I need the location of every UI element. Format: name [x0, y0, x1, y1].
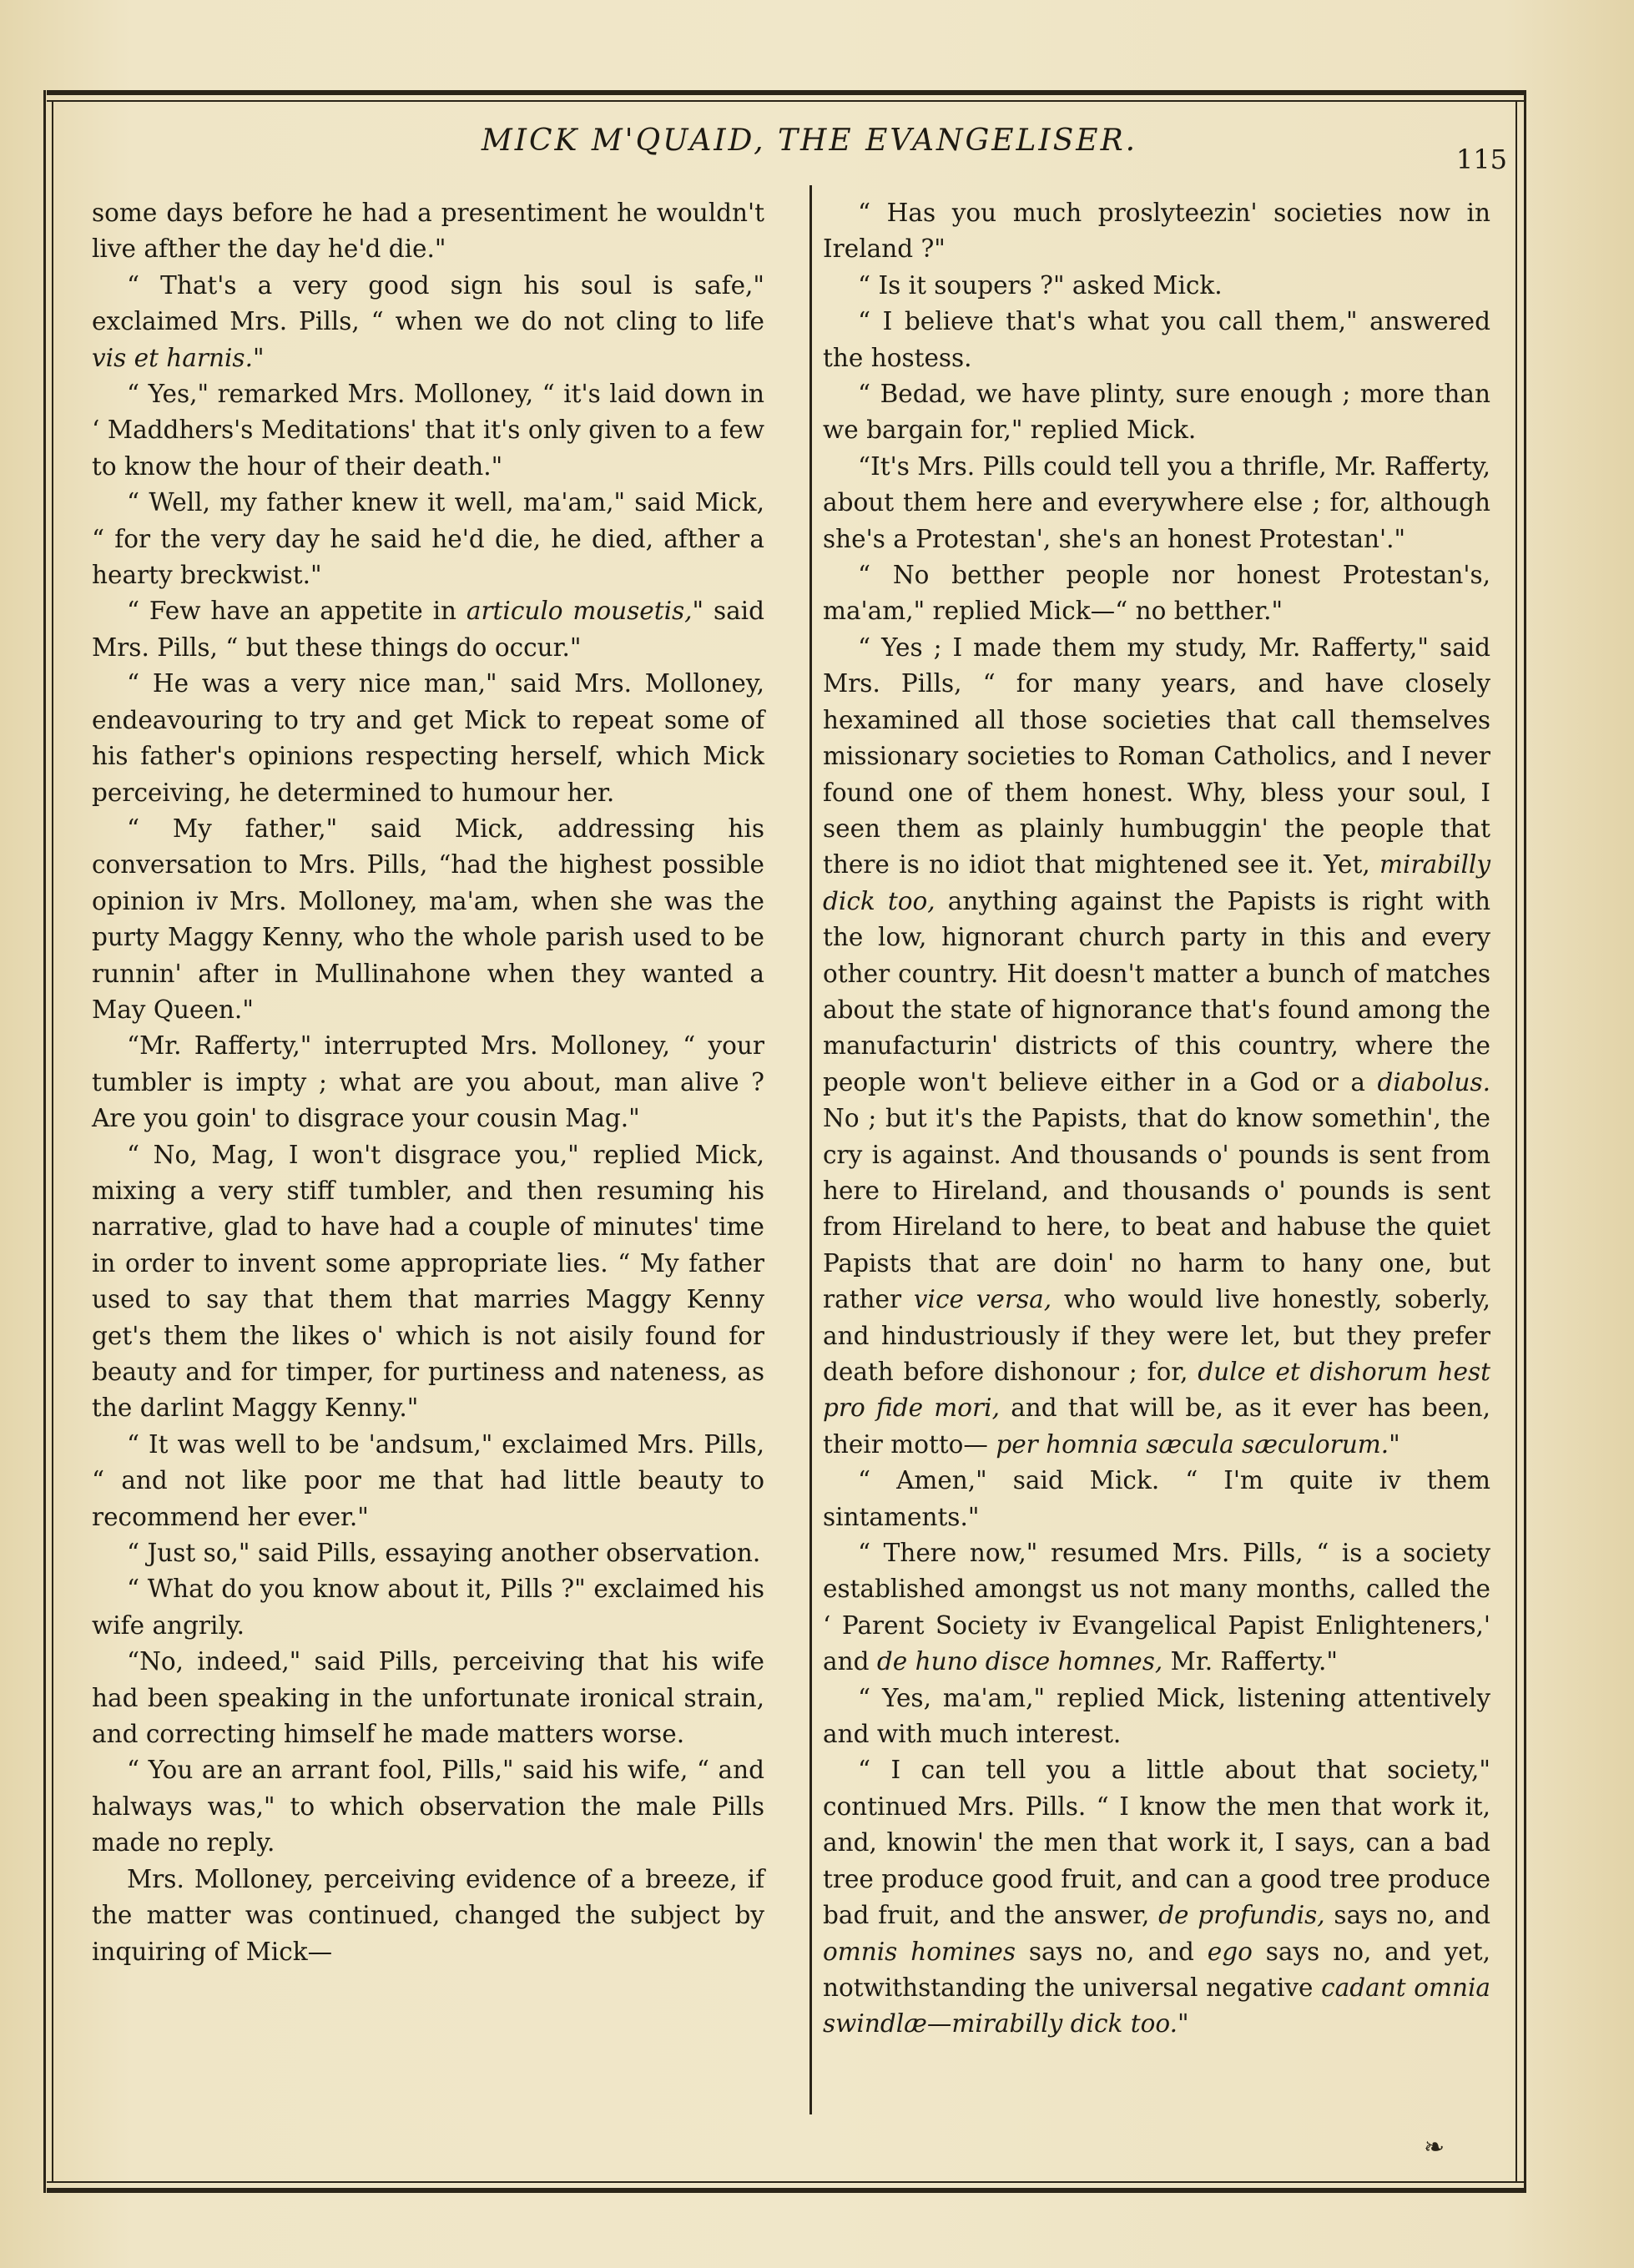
paragraph: [92, 485, 764, 593]
paragraph: [823, 1535, 1490, 1681]
paragraph: [92, 1535, 764, 1571]
text-run: “It's Mrs. Pills could tell you a thrifle, Mr. Rafferty, about them here and everywhere else ; for, although she's a Protestan', she's an honest Protestan'.": [823, 451, 1490, 553]
frame-rule: [47, 2188, 1524, 2193]
paragraph: [823, 557, 1490, 630]
paragraph: [823, 268, 1490, 304]
text-run: anything against the Papists is right with the low, hignorant church party in this and every other country. Hit doesn't matter a bunch of matches about the state of hignorance that's found among the manufacturin' districts of this country, where the people won't believe either in a God or a: [823, 886, 1490, 1096]
italic-phrase: de huno disce homnes,: [876, 1647, 1163, 1676]
italic-phrase: dulce et dishorum hest pro fide mori,: [823, 1358, 1490, 1423]
text-run: ": [252, 343, 265, 372]
left-column: [92, 195, 764, 1970]
text-run: “ I believe that's what you call them," answered the hostess.: [823, 307, 1490, 372]
text-run: Mr. Rafferty.": [1162, 1647, 1338, 1676]
paragraph: [92, 1862, 764, 1970]
column-divider: [809, 185, 812, 2114]
paragraph: [92, 593, 764, 666]
italic-phrase: articulo mousetis,: [466, 597, 693, 626]
italic-phrase: vis et harnis.: [92, 343, 253, 372]
paragraph: [823, 195, 1490, 268]
paragraph: [92, 1571, 764, 1644]
paragraph: [823, 1463, 1490, 1535]
right-column: [823, 195, 1490, 2043]
text-run: “ That's a very good sign his soul is safe," exclaimed Mrs. Pills, “ when we do not cling to life: [92, 270, 764, 336]
text-run: “ What do you know about it, Pills ?" exclaimed his wife angrily.: [92, 1575, 764, 1640]
ornament-icon: ❧: [1424, 2133, 1445, 2162]
text-run: who would live honestly, soberly, and hindustriously if they were let, but they prefer death before dishonour ; for,: [823, 1285, 1490, 1386]
frame-rule: [47, 100, 1524, 102]
frame-rule: [47, 90, 1524, 95]
frame-rule: [43, 90, 46, 2193]
italic-phrase: per homnia sæcula sæculorum.": [996, 1429, 1400, 1459]
paragraph: [92, 376, 764, 485]
text-run: “ Few have an appetite in: [127, 597, 466, 626]
text-run: “ Amen," said Mick. “ I'm quite iv them sintaments.": [823, 1466, 1490, 1531]
text-run: “ Well, my father knew it well, ma'am," said Mick, “ for the very day he said he'd die, he died, afther a hearty breckwist.": [92, 488, 764, 590]
text-run: “ There now," resumed Mrs. Pills, “ is a society established amongst us not many months, called the ‘ Parent Society iv Evangelical Papist Enlighteners,' and: [823, 1539, 1490, 1676]
paragraph: [823, 449, 1490, 557]
text-run: “No, indeed," said Pills, perceiving that his wife had been speaking in the unfortunate ironical strain, and correcting himself he made matters worse.: [92, 1647, 764, 1749]
paragraph: [92, 1644, 764, 1752]
text-run: says no, and: [1324, 1901, 1491, 1930]
text-run: " said Mrs. Pills, “ but these things do occur.": [92, 597, 765, 662]
text-run: “ Bedad, we have plinty, sure enough ; more than we bargain for," replied Mick.: [823, 380, 1490, 445]
italic-phrase: diabolus.: [1377, 1067, 1490, 1096]
italic-phrase: mirabilly dick too,: [823, 850, 1490, 915]
text-run: “ Just so," said Pills, essaying another observation.: [127, 1539, 761, 1568]
italic-phrase: de profundis,: [1158, 1901, 1325, 1930]
paragraph: [92, 1028, 764, 1137]
text-run: No ; but it's the Papists, that do know somethin', the cry is against. And thousands o' pounds is sent from here to Hireland, and thousands o' pounds is sent from Hireland to here, to beat and habuse the quiet Papists that are doin' no harm to hany one, but rather: [823, 1104, 1490, 1314]
paragraph: [823, 376, 1490, 449]
text-run: “ No betther people nor honest Protestan's, ma'am," replied Mick—“ no betther.": [823, 561, 1490, 626]
running-title: MICK M'QUAID, THE EVANGELISER.: [481, 123, 1138, 158]
text-run: says no, and: [1015, 1937, 1208, 1966]
text-run: “ He was a very nice man," said Mrs. Molloney, endeavouring to try and get Mick to repeat some of his father's opinions respecting herself, which Mick perceiving, he determined to humour her.: [92, 669, 764, 807]
paragraph: [823, 630, 1490, 1463]
frame-rule: [1515, 102, 1517, 2183]
text-run: “ Has you much proslyteezin' societies now in Ireland ?": [823, 199, 1490, 264]
paragraph: [823, 1752, 1490, 2042]
text-run: “ No, Mag, I won't disgrace you," replied Mick, mixing a very stiff tumbler, and then resuming his narrative, glad to have had a couple of minutes' time in order to invent some appropriate lies. “ My father used to say that them that marries Maggy Kenny get's them the likes o' which is not aisily found for beauty and for timper, for purtiness and nateness, as the darlint Maggy Kenny.": [92, 1140, 764, 1423]
text-run: “ Yes, ma'am," replied Mick, listening attentively and with much interest.: [823, 1683, 1490, 1749]
paragraph: [823, 1681, 1490, 1753]
paragraph: [92, 811, 764, 1028]
text-run: says no, and yet, notwithstanding the universal negative: [823, 1937, 1490, 2002]
paragraph: [823, 304, 1490, 376]
italic-phrase: omnis homines: [823, 1937, 1016, 1966]
text-run: “ My father," said Mick, addressing his conversation to Mrs. Pills, “had the highest possible opinion iv Mrs. Molloney, ma'am, when she was the purty Maggy Kenny, who the whole parish used to be runnin' after in Mullinahone when they wanted a May Queen.": [92, 814, 764, 1024]
paragraph: [92, 1427, 764, 1535]
paragraph: [92, 666, 764, 811]
frame-rule: [47, 2181, 1524, 2183]
italic-phrase: ego: [1207, 1937, 1253, 1966]
text-run: Mrs. Molloney, perceiving evidence of a breeze, if the matter was continued, changed the subject by inquiring of Mick—: [92, 1864, 764, 1966]
text-run: “ You are an arrant fool, Pills," said his wife, “ and halways was," to which observation the male Pills made no reply.: [92, 1756, 764, 1857]
frame-rule: [52, 102, 53, 2183]
text-run: “ Yes," remarked Mrs. Molloney, “ it's laid down in ‘ Maddhers's Meditations' that it's only given to a few to know the hour of their death.": [92, 380, 764, 481]
italic-phrase: vice versa,: [913, 1285, 1052, 1314]
text-run: and that will be, as it ever has been, their motto—: [823, 1394, 1490, 1459]
paragraph: [92, 1752, 764, 1861]
paragraph: [92, 1137, 764, 1427]
paragraph: [92, 195, 764, 268]
text-run: “ Is it soupers ?" asked Mick.: [858, 270, 1223, 300]
frame-rule: [1524, 90, 1526, 2193]
text-run: “ I can tell you a little about that society," continued Mrs. Pills. “ I know the men that work it, and, knowin' the men that work it, I says, can a bad tree produce good fruit, and can a good tree produce bad fruit, and the answer,: [823, 1756, 1490, 1930]
paragraph: [92, 268, 764, 376]
text-run: “ Yes ; I made them my study, Mr. Rafferty," said Mrs. Pills, “ for many years, and have closely hexamined all those societies that call themselves missionary societies to Roman Catholics, and I never found one of them honest. Why, bless your soul, I seen them as plainly humbuggin' the people that there is no idiot that mightened see it. Yet,: [823, 633, 1490, 879]
text-run: “Mr. Rafferty," interrupted Mrs. Molloney, “ your tumbler is impty ; what are you about, man alive ? Are you goin' to disgrace your cousin Mag.": [92, 1031, 764, 1133]
page-number: 115: [1455, 144, 1507, 175]
text-run: some days before he had a presentiment he wouldn't live afther the day he'd die.": [92, 199, 764, 264]
text-run: “ It was well to be 'andsum," exclaimed Mrs. Pills, “ and not like poor me that had little beauty to recommend her ever.": [92, 1429, 764, 1531]
italic-phrase: cadant omnia swindlæ—mirabilly dick too.": [823, 1973, 1490, 2039]
